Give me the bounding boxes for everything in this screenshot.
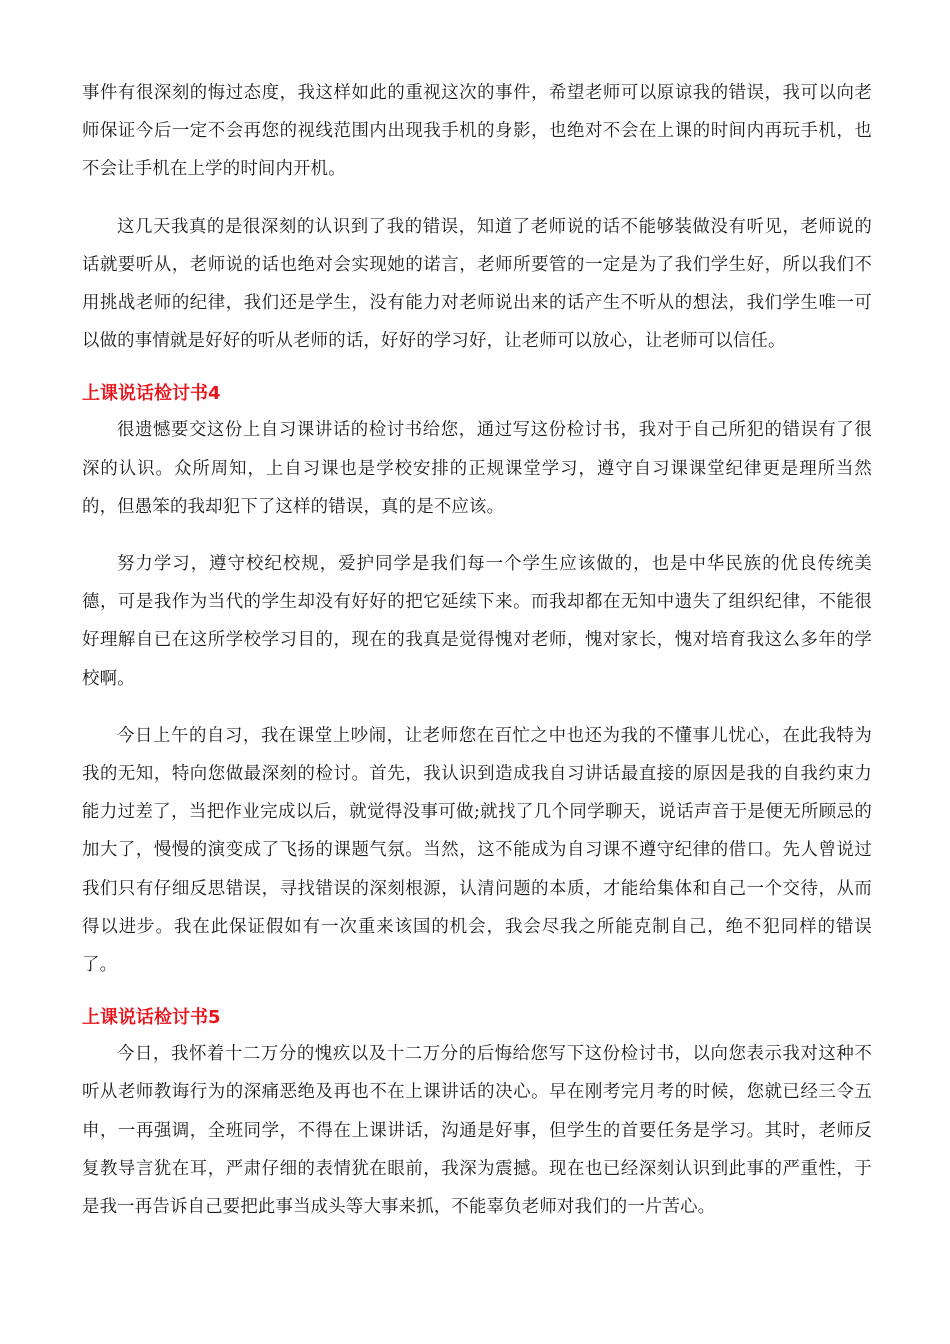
paragraph: 今日，我怀着十二万分的愧疚以及十二万分的后悔给您写下这份检讨书，以向您表示我对这种不听从老师教诲行为的深痛恶绝及再也不在上课讲话的决心。早在刚考完月考的时候，您就已经三令五申，一再强调，全班同学，不得在上课讲话，沟通是好事，但学生的首要任务是学习。其时，老师反复教导言犹在耳，严肃仔细的表情犹在眼前，我深为震撼。现在也已经深刻认识到此事的严重性，于是我一再告诉自己要把此事当成头等大事来抓，不能辜负老师对我们的一片苦心。	[82, 1044, 872, 1218]
paragraph: 努力学习，遵守校纪校规，爱护同学是我们每一个学生应该做的，也是中华民族的优良传统美德，可是我作为当代的学生却没有好好的把它延续下来。而我却都在无知中遗失了组织纪律，不能很好理解自已在这所学校学习目的，现在的我真是觉得愧对老师，愧对家长，愧对培育我这么多年的学校啊。	[82, 554, 872, 689]
section-heading: 上课说话检讨书5	[82, 1007, 221, 1029]
paragraph: 很遗憾要交这份上自习课讲话的检讨书给您，通过写这份检讨书，我对于自己所犯的错误有了很深的认识。众所周知，上自习课也是学校安排的正规课堂学习，遵守自习课课堂纪律更是理所当然的，但愚笨的我却犯下了这样的错误，真的是不应该。	[82, 420, 872, 517]
paragraph: 这几天我真的是很深刻的认识到了我的错误，知道了老师说的话不能够装做没有听见，老师说的话就要听从，老师说的话也绝对会实现她的诺言，老师所要管的一定是为了我们学生好，所以我们不用挑战老师的纪律，我们还是学生，没有能力对老师说出来的话产生不听从的想法，我们学生唯一可以做的事情就是好好的听从老师的话，好好的学习好，让老师可以放心，让老师可以信任。	[82, 216, 872, 352]
section-heading: 上课说话检讨书4	[82, 383, 221, 405]
document-page	[82, 74, 872, 1245]
paragraph: 事件有很深刻的悔过态度，我这样如此的重视这次的事件，希望老师可以原谅我的错误，我可以向老师保证今后一定不会再您的视线范围内出现我手机的身影，也绝对不会在上课的时间内再玩手机，也不会让手机在上学的时间内开机。	[82, 83, 872, 180]
paragraph: 今日上午的自习，我在课堂上吵闹，让老师您在百忙之中也还为我的不懂事儿忧心，在此我特为我的无知，特向您做最深刻的检讨。首先，我认识到造成我自习讲话最直接的原因是我的自我约束力能力过差了，当把作业完成以后，就觉得没事可做;就找了几个同学聊天，说话声音于是便无所顾忌的加大了，慢慢的演变成了飞扬的课题气氛。当然，这不能成为自习课不遵守纪律的借口。先人曾说过我们只有仔细反思错误，寻找错误的深刻根源，认清问题的本质，才能给集体和自己一个交待，从而得以进步。我在此保证假如有一次重来该国的机会，我会尽我之所能克制自己，绝不犯同样的错误了。	[82, 725, 872, 976]
